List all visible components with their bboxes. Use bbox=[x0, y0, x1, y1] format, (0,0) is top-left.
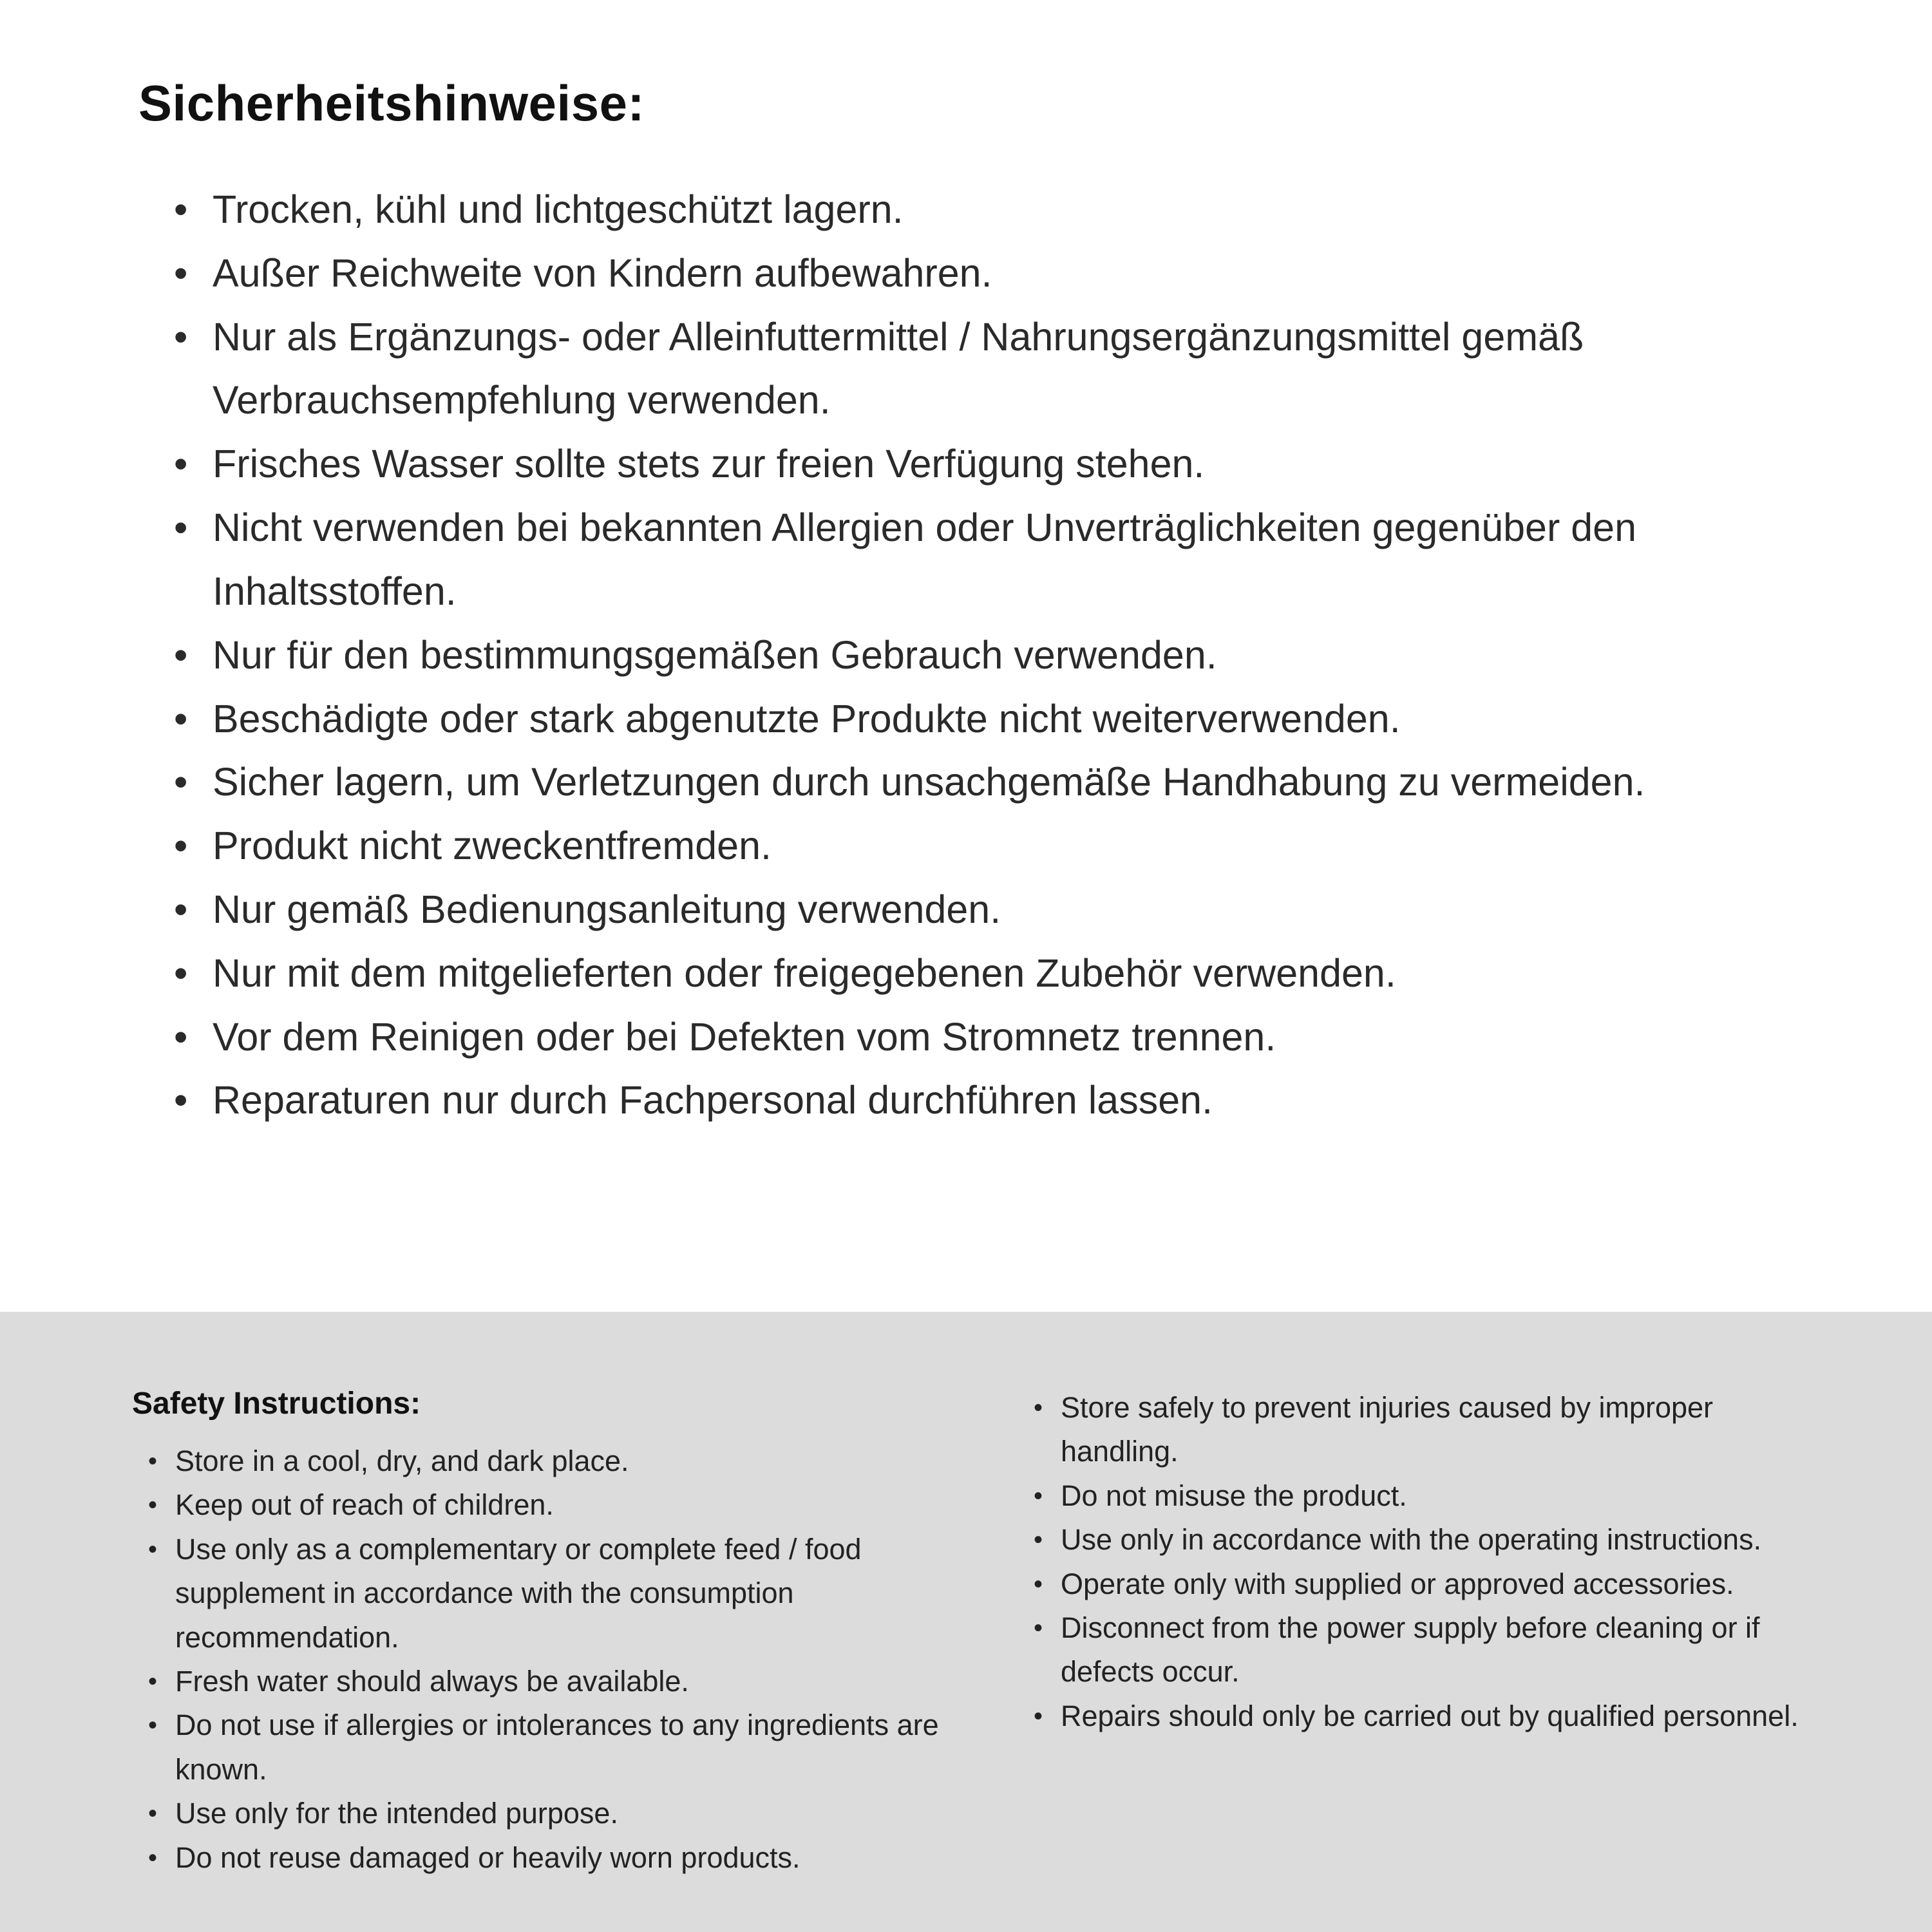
list-item: • Beschädigte oder stark abgenutzte Produkte nicht weiterverwenden. bbox=[174, 687, 1816, 751]
english-columns bbox=[0, 1312, 1932, 1880]
list-item: • Produkt nicht zweckentfremden. bbox=[174, 814, 1816, 878]
english-left-list bbox=[132, 1439, 960, 1880]
list-item: • Use only as a complementary or complete feed / food supplement in accordance with the consumption recommendation. bbox=[148, 1528, 960, 1660]
list-item: • Do not reuse damaged or heavily worn products. bbox=[148, 1836, 960, 1880]
list-item: • Store safely to prevent injuries caused by improper handling. bbox=[1034, 1386, 1810, 1474]
list-item: • Trocken, kühl und lichtgeschützt lagern. bbox=[174, 178, 1816, 242]
list-item: • Keep out of reach of children. bbox=[148, 1483, 960, 1527]
list-item: • Do not use if allergies or intolerances to any ingredients are known. bbox=[148, 1703, 960, 1792]
english-right-list bbox=[1018, 1386, 1810, 1738]
list-item: • Fresh water should always be available. bbox=[148, 1660, 960, 1703]
list-item: • Frisches Wasser sollte stets zur freien Verfügung stehen. bbox=[174, 432, 1816, 496]
german-safety-list bbox=[138, 178, 1816, 1132]
list-item: • Disconnect from the power supply before cleaning or if defects occur. bbox=[1034, 1606, 1810, 1694]
list-item: • Do not misuse the product. bbox=[1034, 1474, 1810, 1518]
list-item: • Store in a cool, dry, and dark place. bbox=[148, 1439, 960, 1483]
list-item: • Nicht verwenden bei bekannten Allergien oder Unverträglichkeiten gegenüber den Inhaltsstoffen. bbox=[174, 496, 1816, 623]
list-item: • Use only in accordance with the operating instructions. bbox=[1034, 1518, 1810, 1562]
list-item: • Use only for the intended purpose. bbox=[148, 1792, 960, 1835]
list-item: • Außer Reichweite von Kindern aufbewahren. bbox=[174, 242, 1816, 305]
list-item: • Sicher lagern, um Verletzungen durch unsachgemäße Handhabung zu vermeiden. bbox=[174, 750, 1816, 814]
list-item: • Vor dem Reinigen oder bei Defekten vom Stromnetz trennen. bbox=[174, 1005, 1816, 1069]
list-item: • Nur für den bestimmungsgemäßen Gebrauch verwenden. bbox=[174, 623, 1816, 687]
list-item: • Nur gemäß Bedienungsanleitung verwenden. bbox=[174, 878, 1816, 942]
list-item: • Nur mit dem mitgelieferten oder freigegebenen Zubehör verwenden. bbox=[174, 942, 1816, 1005]
list-item: • Repairs should only be carried out by qualified personnel. bbox=[1034, 1694, 1810, 1738]
english-safety-section bbox=[0, 1312, 1932, 1932]
list-item: • Operate only with supplied or approved accessories. bbox=[1034, 1562, 1810, 1606]
list-item: • Reparaturen nur durch Fachpersonal durchführen lassen. bbox=[174, 1068, 1816, 1132]
list-item: • Nur als Ergänzungs- oder Alleinfuttermittel / Nahrungsergänzungsmittel gemäß Verbrauchsempfehlung verwenden. bbox=[174, 305, 1816, 433]
english-left-column bbox=[132, 1386, 960, 1880]
english-right-column bbox=[1018, 1386, 1810, 1880]
german-section-title: Sicherheitshinweise: bbox=[138, 75, 645, 131]
english-section-title: Safety Instructions: bbox=[132, 1387, 421, 1421]
